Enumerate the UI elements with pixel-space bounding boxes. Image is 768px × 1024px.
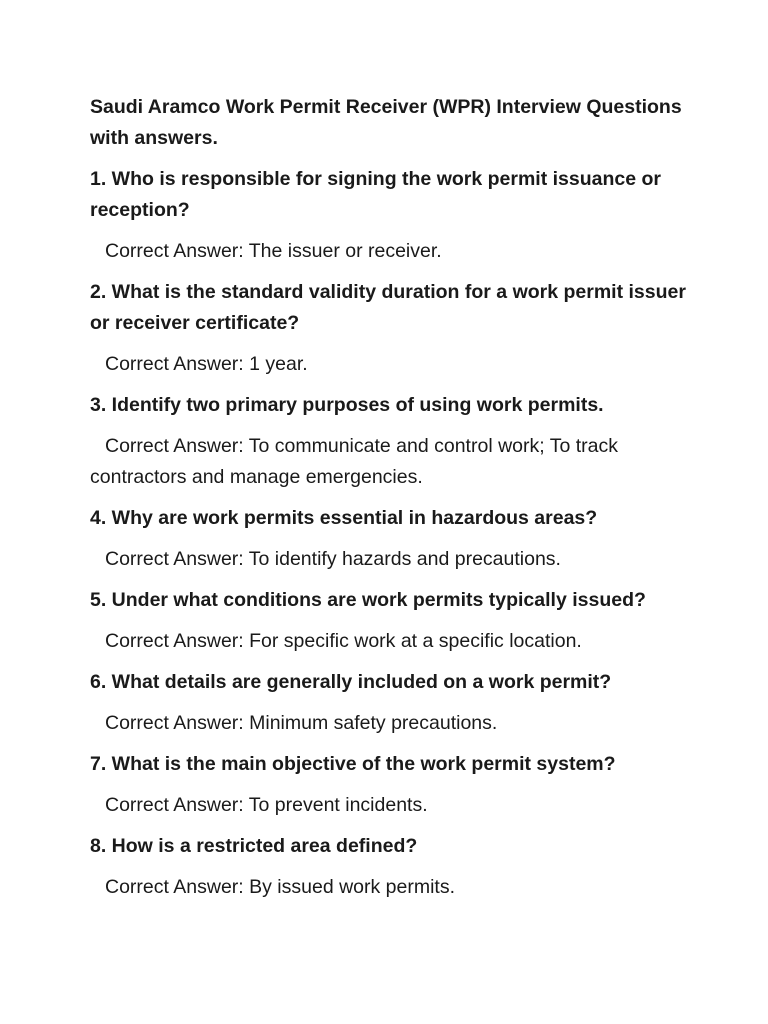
answer-text: Correct Answer: To communicate and control work; To track contractors and manage emergencies.: [90, 435, 618, 488]
question-text: 8. How is a restricted area defined?: [90, 835, 418, 857]
document-title: Saudi Aramco Work Permit Receiver (WPR) Interview Questions with answers.: [90, 96, 682, 149]
qa-item-6: [90, 667, 690, 739]
document-page: [90, 92, 690, 913]
question-text: 4. Why are work permits essential in hazardous areas?: [90, 507, 598, 529]
answer-text: Correct Answer: The issuer or receiver.: [105, 240, 442, 262]
qa-item-5: [90, 585, 690, 657]
answer-text: Correct Answer: By issued work permits.: [105, 876, 456, 898]
answer-text: Correct Answer: 1 year.: [105, 353, 308, 375]
question-text: 3. Identify two primary purposes of using work permits.: [90, 394, 604, 416]
question-text: 1. Who is responsible for signing the work permit issuance or reception?: [90, 168, 662, 221]
qa-item-8: [90, 831, 690, 903]
answer-text: Correct Answer: Minimum safety precautions.: [105, 712, 498, 734]
qa-item-2: [90, 277, 690, 380]
qa-item-1: [90, 164, 690, 267]
qa-item-7: [90, 749, 690, 821]
question-text: 7. What is the main objective of the work permit system?: [90, 753, 616, 775]
answer-text: Correct Answer: To prevent incidents.: [105, 794, 428, 816]
qa-item-3: [90, 390, 690, 493]
answer-text: Correct Answer: For specific work at a specific location.: [105, 630, 582, 652]
question-text: 5. Under what conditions are work permits typically issued?: [90, 589, 646, 611]
question-text: 2. What is the standard validity duration for a work permit issuer or receiver certificate?: [90, 281, 686, 334]
question-text: 6. What details are generally included on a work permit?: [90, 671, 612, 693]
qa-item-4: [90, 503, 690, 575]
answer-text: Correct Answer: To identify hazards and precautions.: [105, 548, 561, 570]
